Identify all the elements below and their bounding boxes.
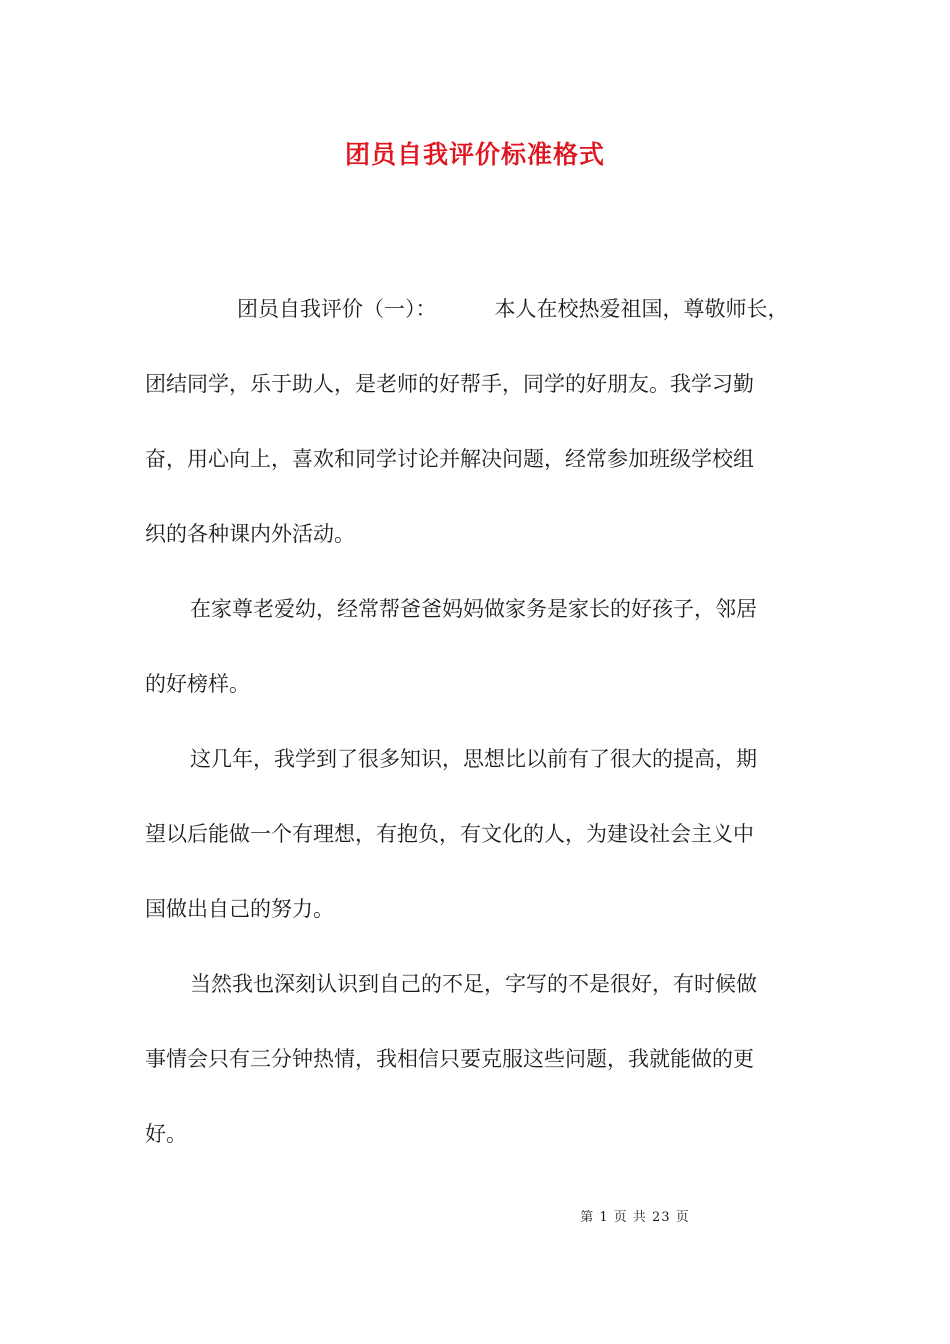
body-line: 事情会只有三分钟热情，我相信只要克服这些问题，我就能做的更 — [145, 1047, 754, 1071]
body-line — [145, 272, 825, 347]
body-line-text: 本人在校热爱祖国，尊敬师长， — [494, 297, 789, 321]
body-line: 奋，用心向上，喜欢和同学讨论并解决问题，经常参加班级学校组 — [145, 447, 754, 471]
body-line: 的好榜样。 — [145, 672, 250, 696]
document-title: 团员自我评价标准格式 — [344, 140, 605, 169]
body-line: 当然我也深刻认识到自己的不足，字写的不是很好，有时候做 — [190, 972, 757, 996]
body-line: 团结同学，乐于助人，是老师的好帮手，同学的好朋友。我学习勤 — [145, 372, 754, 396]
page-number-footer: 第 1 页 共 23 页 — [580, 1210, 690, 1225]
section-heading: 团员自我评价（一）： — [237, 297, 437, 321]
body-line: 望以后能做一个有理想，有抱负，有文化的人，为建设社会主义中 — [145, 822, 754, 846]
body-line: 国做出自己的努力。 — [145, 897, 334, 921]
body-line: 在家尊老爱幼，经常帮爸爸妈妈做家务是家长的好孩子，邻居 — [190, 597, 757, 621]
body-line: 这几年，我学到了很多知识，思想比以前有了很大的提高，期 — [190, 747, 757, 771]
document-body — [145, 272, 825, 1172]
body-line: 织的各种课内外活动。 — [145, 522, 355, 546]
body-line: 好。 — [145, 1122, 187, 1146]
